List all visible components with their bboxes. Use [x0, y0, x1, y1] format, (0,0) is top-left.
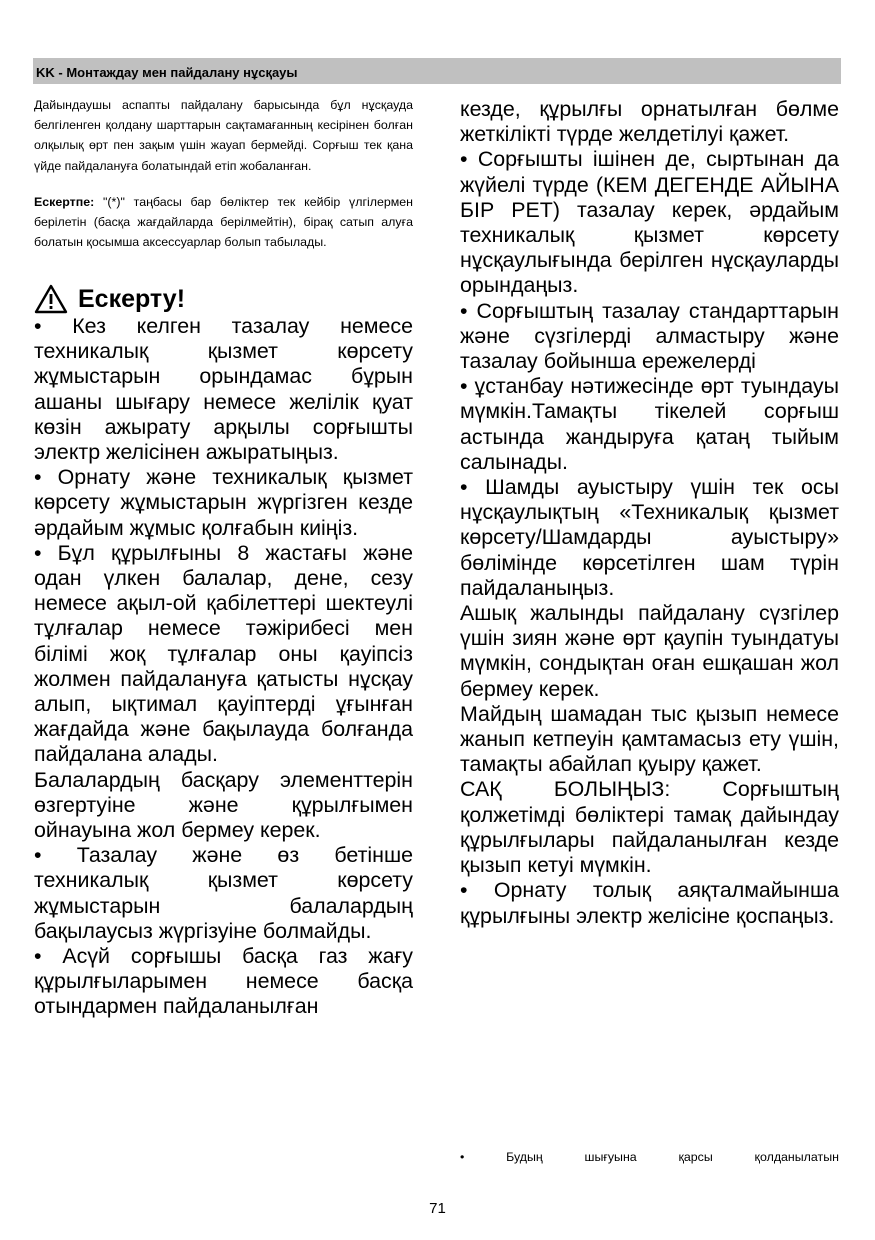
paragraph: • Шамды ауыстыру үшін тек осы нұсқаулықтың «Техникалық қызмет көрсету/Шамдарды ауыстыру» бөлімінде көрсетілген шам түрін пайдаланыңыз.	[460, 475, 839, 600]
note-text: "(*)" таңбасы бар бөліктер тек кейбір үлгілермен берілетін (басқа жағдайларда берілмейтін), бірақ сатып алуға болатын қосымша аксессуарлар болып табылады.	[34, 195, 413, 250]
word: қарсы	[678, 1150, 713, 1164]
word: қолданылатын	[754, 1150, 839, 1164]
warning-triangle-icon	[34, 284, 68, 314]
page-header: KK - Монтаждау мен пайдалану нұсқауы	[33, 58, 841, 84]
word: •	[460, 1150, 465, 1164]
note-paragraph	[34, 192, 413, 253]
warning-title: Ескерту!	[78, 285, 186, 313]
paragraph: Майдың шамадан тыс қызып немесе жанып кетпеуін қамтамасыз ету үшін, тамақты абайлап қуыру қажет.	[460, 701, 839, 777]
right-column	[460, 97, 839, 929]
paragraph: Балалардың басқару элементтерін өзгертуіне және құрылғымен ойнауына жол бермеу керек.	[34, 767, 413, 843]
warning-heading	[34, 282, 185, 316]
note-label: Ескертпе:	[34, 195, 95, 209]
word: Будың	[506, 1150, 543, 1164]
paragraph: кезде, құрылғы орнатылған бөлме жеткілікті түрде желдетілуі қажет.	[460, 97, 839, 147]
paragraph: Ашық жалынды пайдалану сүзгілер үшін зиян және өрт қаупін туындатуы мүмкін, сондықтан оған ешқашан жол бермеу керек.	[460, 601, 839, 701]
intro-paragraph: Дайындаушы аспапты пайдалану барысында бұл нұсқауда белгіленген қолдану шарттарын сақтамағанның кесірінен болған олқылық өрт пен зақым үшін жауап бермейді. Сорғыш тек қана үйде пайдалануға болатындай етіп жобаланған.	[34, 98, 413, 173]
paragraph: • Бұл құрылғыны 8 жастағы және одан үлкен балалар, дене, сезу немесе ақыл-ой қабілеттері шектеулі тұлғалар немесе тәжірибесі мен білімі жоқ тұлғалар оны қауіпсіз жолмен пайдалануға қатысты нұсқау алып, ықтимал қауіптерді ұғынған жағдайда және бақылауда болғанда пайдалана алады.	[34, 540, 413, 767]
paragraph: • Тазалау және өз бетінше техникалық қызмет көрсету жұмыстарын балалардың бақылаусыз жүргізуіне болмайды.	[34, 843, 413, 943]
left-column	[34, 314, 413, 1020]
paragraph: • ұстанбау нәтижесінде өрт туындауы мүмкін.Тамақты тікелей сорғыш астында жандыруға қатаң тыйым салынады.	[460, 374, 839, 474]
paragraph: • Сорғышты ішінен де, сыртынан да жүйелі түрде (КЕМ ДЕГЕНДЕ АЙЫНА БІР РЕТ) тазалау керек, әрдайым техникалық қызмет көрсету нұсқаулығында берілген нұсқауларды орындаңыз.	[460, 147, 839, 298]
page-number: 71	[429, 1200, 446, 1217]
paragraph: • Орнату және техникалық қызмет көрсету жұмыстарын жүргізген кезде әрдайым жұмыс қолғабын киіңіз.	[34, 465, 413, 540]
paragraph: САҚ БОЛЫҢЫЗ: Сорғыштың қолжетімді бөліктері тамақ дайындау құрылғылары пайдаланылған кезде қызып кетуі мүмкін.	[460, 777, 839, 878]
paragraph: • Орнату толық аяқталмайынша құрылғыны электр желісіне қоспаңыз.	[460, 878, 839, 928]
paragraph: • Асүй сорғышы басқа газ жағу құрылғыларымен немесе басқа отындармен пайдаланылған	[34, 944, 413, 1019]
word: шығуына	[584, 1150, 637, 1164]
continued-line	[460, 1148, 839, 1166]
paragraph: • Сорғыштың тазалау стандарттарын және сүзгілерді алмастыру және тазалау бойынша ережелерді	[460, 298, 839, 374]
paragraph: • Кез келген тазалау немесе техникалық қызмет көрсету жұмыстарын орындамас бұрын ашаны шығару немесе желілік қуат көзін ажырату арқылы сорғышты электр желісінен ажыратыңыз.	[34, 314, 413, 465]
